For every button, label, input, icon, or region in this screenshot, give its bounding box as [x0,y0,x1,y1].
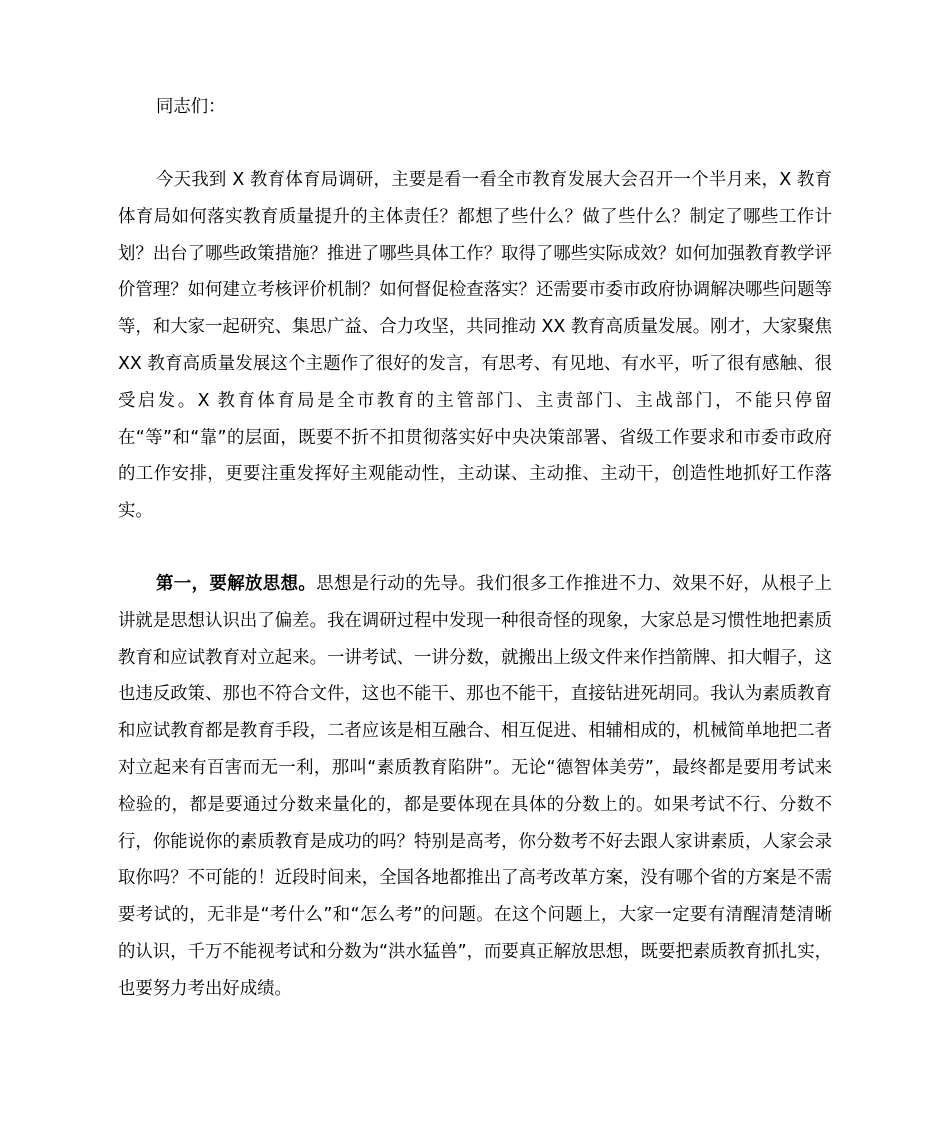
greeting-line: 同志们： [156,97,226,117]
paragraph-first-point-text: 思想是行动的先导。我们很多工作推进不力、效果不好，从根子上讲就是思想认识出了偏差。我在调研过程中发现一种很奇怪的现象，大家总是习惯性地把素质教育和应试教育对立起来。一讲考试、一讲分数，就搬出上级文件来作挡箭牌、扣大帽子，这也违反政策、那也不符合文件，这也不能干、那也不能干，直接钻进死胡同。我认为素质教育和应试教育都是教育手段，二者应该是相互融合、相互促进、相辅相成的，机械简单地把二者对立起来有百害而无一利，那叫“素质教育陷阱”。无论“德智体美劳”，最终都是要用考试来检验的，都是要通过分数来量化的，都是要体现在具体的分数上的。如果考试不行、分数不行，你能说你的素质教育是成功的吗？特别是高考，你分数考不好去跟人家讲素质，人家会录取你吗？不可能的！近段时间来，全国各地都推出了高考改革方案，没有哪个省的方案是不需要考试的，无非是“考什么”和“怎么考”的问题。在这个问题上，大家一定要有清醒清楚清晰的认识，千万不能视考试和分数为“洪水猛兽”，而要真正解放思想，既要把素质教育抓扎实，也要努力考出好成绩。 [118,574,832,999]
paragraph-first-point-heading: 第一，要解放思想。 [156,574,317,594]
paragraph-intro [118,162,832,530]
paragraph-intro-text: 今天我到 X 教育体育局调研，主要是看一看全市教育发展大会召开一个半月来，X 教育体育局如何落实教育质量提升的主体责任？都想了些什么？做了些什么？制定了哪些工作计划？出台了哪些政策措施？推进了哪些具体工作？取得了哪些实际成效？如何加强教育教学评价管理？如何建立考核评价机制？如何督促检查落实？还需要市委市政府协调解决哪些问题等等，和大家一起研究、集思广益、合力攻坚，共同推动 XX 教育高质量发展。刚才，大家聚焦 XX 教育高质量发展这个主题作了很好的发言，有思考、有见地、有水平，听了很有感触、很受启发。X 教育体育局是全市教育的主管部门、主责部门、主战部门，不能只停留在“等”和“靠”的层面，既要不折不扣贯彻落实好中央决策部署、省级工作要求和市委市政府的工作安排，更要注重发挥好主观能动性，主动谋、主动推、主动干，创造性地抓好工作落实。 [118,170,832,522]
paragraph-first-point [118,566,832,1008]
